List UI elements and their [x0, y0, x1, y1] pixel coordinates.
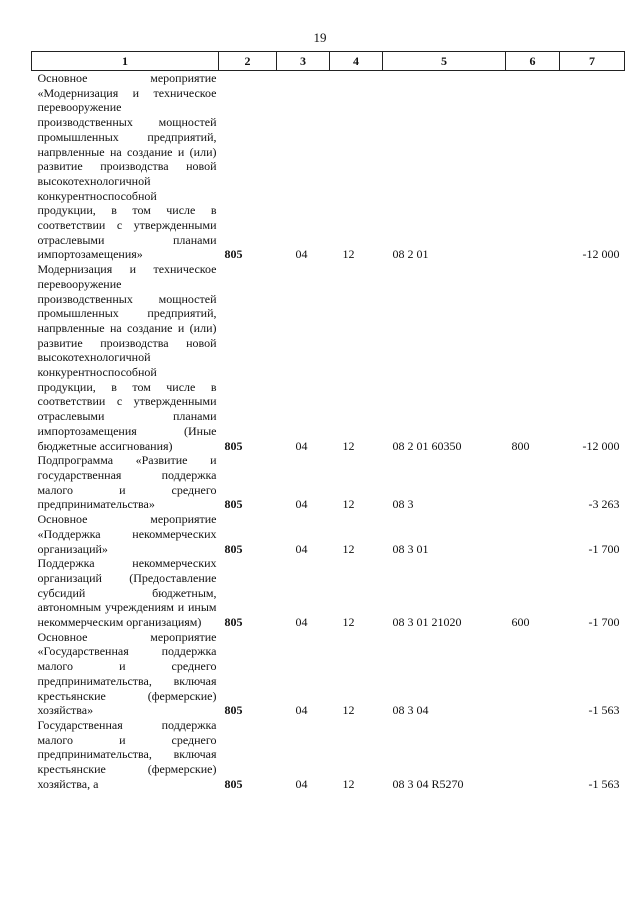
- row-vr: [506, 718, 560, 792]
- row-vr: [506, 71, 560, 263]
- row-name: Государственная поддержка малого и среднего предпринимательства, включая крестьянские (фермерские) хозяйства, а: [37, 717, 217, 791]
- row-sum: -12 000: [582, 438, 620, 453]
- row-name: Основное мероприятие «Модернизация и техническое перевооружение производственных мощностей промышленных предприятий, напрвленные на создание и (или) развитие производства новой высокотехнологичной конкурентноспособной продукции, в том числе в соответствии с утвержденными отраслевыми планами импортозамещения»: [37, 71, 217, 262]
- row-csr: 08 2 01 60350: [392, 438, 462, 453]
- header-col-1: 1: [32, 52, 219, 71]
- row-grbs: 805: [224, 438, 243, 453]
- header-col-3: 3: [277, 52, 330, 71]
- row-csr: 08 3 01 21020: [392, 615, 462, 630]
- header-col-2: 2: [219, 52, 277, 71]
- table-row: [32, 630, 625, 718]
- row-rz: 04: [295, 615, 308, 630]
- row-name: Основное мероприятие «Государственная поддержка малого и среднего предпринимательства, включая крестьянские (фермерские) хозяйства»: [37, 629, 217, 718]
- row-grbs: 805: [224, 615, 243, 630]
- row-pr: 12: [342, 497, 355, 512]
- row-sum: -3 263: [588, 497, 620, 512]
- row-grbs: 805: [224, 703, 243, 718]
- row-name: Основное мероприятие «Поддержка некоммерческих организаций»: [37, 512, 217, 556]
- row-sum: -1 563: [588, 776, 620, 791]
- row-rz: 04: [295, 497, 308, 512]
- table-row: [32, 453, 625, 512]
- row-rz: 04: [295, 438, 308, 453]
- row-sum: -12 000: [582, 247, 620, 262]
- row-grbs: 805: [224, 776, 243, 791]
- table-row: [32, 262, 625, 453]
- header-col-7: 7: [560, 52, 625, 71]
- row-vr: [506, 630, 560, 718]
- row-rz: 04: [295, 703, 308, 718]
- row-vr: 600: [511, 615, 530, 630]
- row-pr: 12: [342, 438, 355, 453]
- row-sum: -1 700: [588, 541, 620, 556]
- row-pr: 12: [342, 615, 355, 630]
- table-header-row: [32, 52, 625, 71]
- row-pr: 12: [342, 247, 355, 262]
- row-name: Поддержка некоммерческих организаций (Предоставление субсидий бюджетным, автономным учреждениям и иным некоммерческим организациям): [37, 556, 217, 630]
- row-sum: -1 563: [588, 703, 620, 718]
- row-rz: 04: [295, 247, 308, 262]
- table-row: [32, 512, 625, 556]
- row-name: Модернизация и техническое перевооружение производственных мощностей промышленных предприятий, напрвленные на создание и (или) развитие производства новой высокотехнологичной конкурентноспособной продукции, в том числе в соответствии с утвержденными отраслевыми планами импортозамещения (Иные бюджетные ассигнования): [37, 262, 217, 453]
- row-pr: 12: [342, 541, 355, 556]
- row-sum: -1 700: [588, 615, 620, 630]
- row-name: Подпрограмма «Развитие и государственная поддержка малого и среднего предпринимательства»: [37, 453, 217, 512]
- row-csr: 08 3 04: [392, 703, 429, 718]
- row-csr: 08 3: [392, 497, 414, 512]
- row-pr: 12: [342, 776, 355, 791]
- table-row: [32, 556, 625, 630]
- row-csr: 08 3 04 R5270: [392, 776, 464, 791]
- row-rz: 04: [295, 541, 308, 556]
- row-pr: 12: [342, 703, 355, 718]
- row-rz: 04: [295, 776, 308, 791]
- row-grbs: 805: [224, 497, 243, 512]
- row-vr: [506, 453, 560, 512]
- row-csr: 08 2 01: [392, 247, 429, 262]
- page-number: 19: [313, 30, 327, 45]
- header-col-6: 6: [506, 52, 560, 71]
- row-vr: 800: [511, 438, 530, 453]
- budget-table: [31, 51, 625, 791]
- row-grbs: 805: [224, 247, 243, 262]
- header-col-4: 4: [330, 52, 383, 71]
- row-csr: 08 3 01: [392, 541, 429, 556]
- header-col-5: 5: [383, 52, 506, 71]
- table-row: [32, 718, 625, 792]
- table-row: [32, 71, 625, 263]
- row-grbs: 805: [224, 541, 243, 556]
- row-vr: [506, 512, 560, 556]
